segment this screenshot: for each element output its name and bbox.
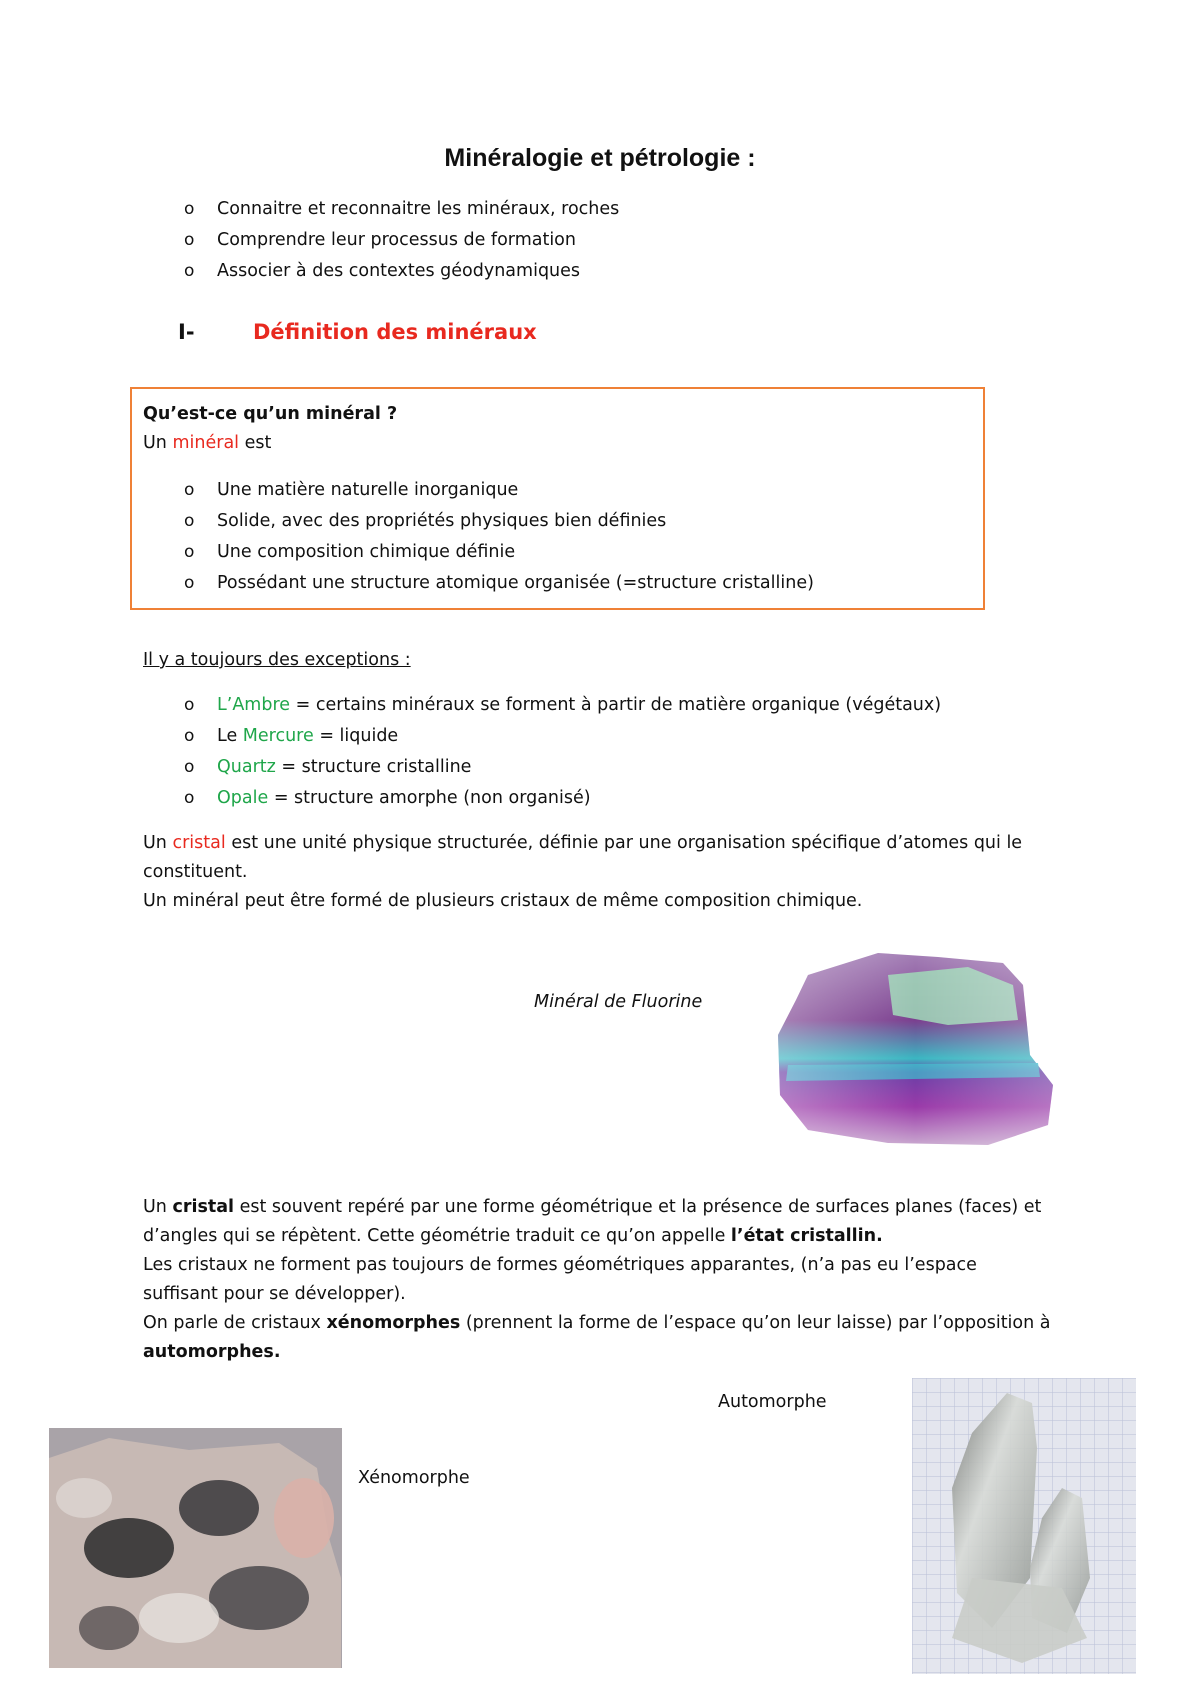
section-number: I- [178, 320, 195, 344]
bullet-marker: o [184, 573, 195, 593]
exception-item: Le Mercure = liquide [217, 726, 399, 746]
para2-line4: suffisant pour se développer). [143, 1284, 406, 1304]
xenomorphe-light-grain [56, 1478, 112, 1518]
fluorine-image [768, 945, 1058, 1150]
bold-etat-cristallin: l’état cristallin. [730, 1226, 883, 1246]
xenomorphe-dark-grain [79, 1606, 139, 1650]
intro-bullet: Comprendre leur processus de formation [217, 230, 576, 250]
box-bullet: Possédant une structure atomique organisée (=structure cristalline) [217, 573, 814, 593]
fluorine-highlight [778, 953, 1053, 1145]
mineral-sentence: Un minéral peut être formé de plusieurs cristaux de même composition chimique. [143, 891, 863, 911]
para2-line1: Un cristal est souvent repéré par une forme géométrique et la présence de surfaces planes (faces) et [143, 1197, 1042, 1217]
keyword-mineral: minéral [172, 433, 240, 453]
xenomorphe-image [49, 1428, 342, 1668]
intro-bullet: Associer à des contextes géodynamiques [217, 261, 581, 281]
xenomorphe-dark-grain [179, 1480, 259, 1536]
box-intro-line [143, 429, 271, 457]
fluorine-caption: Minéral de Fluorine [534, 992, 703, 1012]
exception-term: Mercure [242, 726, 314, 746]
keyword-cristal: cristal [172, 833, 226, 853]
bold-cristal: cristal [172, 1197, 235, 1217]
xenomorphe-light-grain [139, 1593, 219, 1643]
bullet-marker: o [184, 261, 195, 281]
exception-term: Opale [217, 788, 269, 808]
exception-term: Quartz [217, 757, 276, 777]
exception-item: L’Ambre = certains minéraux se forment à partir de matière organique (végétaux) [217, 695, 942, 715]
box-bullet: Une matière naturelle inorganique [217, 480, 519, 500]
box-bullet: Solide, avec des propriétés physiques bien définies [217, 511, 667, 531]
bold-xenomorphes: xénomorphes [326, 1313, 461, 1333]
xenomorphe-dark-grain [209, 1566, 309, 1630]
bullet-marker: o [184, 695, 195, 715]
para2-line5: On parle de cristaux xénomorphes (prennent la forme de l’espace qu’on leur laisse) par l’opposition à [143, 1313, 1051, 1333]
cristal-definition-line2: constituent. [143, 862, 248, 882]
label-xenomorphe: Xénomorphe [358, 1468, 470, 1488]
bullet-marker: o [184, 230, 195, 250]
para2-line2: d’angles qui se répètent. Cette géométrie traduit ce qu’on appelle l’état cristallin. [143, 1226, 883, 1246]
xenomorphe-pink-grain [274, 1478, 334, 1558]
bullet-marker: o [184, 788, 195, 808]
bullet-marker: o [184, 757, 195, 777]
exception-item: Quartz = structure cristalline [217, 757, 472, 777]
label-automorphe: Automorphe [718, 1392, 827, 1412]
automorphe-image [912, 1378, 1136, 1674]
page-title: Minéralogie et pétrologie : [444, 144, 756, 172]
box-bullet: Une composition chimique définie [217, 542, 516, 562]
intro-bullet: Connaitre et reconnaitre les minéraux, roches [217, 199, 620, 219]
exception-term: L’Ambre [217, 695, 291, 715]
bullet-marker: o [184, 726, 195, 746]
bullet-marker: o [184, 542, 195, 562]
box-intro-suffix: est [244, 433, 272, 453]
exceptions-heading: Il y a toujours des exceptions : [143, 650, 411, 670]
cristal-definition-line1: Un cristal est une unité physique structurée, définie par une organisation spécifique d’atomes qui le [143, 833, 1023, 853]
box-question: Qu’est-ce qu’un minéral ? [143, 404, 398, 424]
section-heading: Définition des minéraux [253, 320, 537, 344]
bullet-marker: o [184, 480, 195, 500]
para2-line6: automorphes. [143, 1342, 281, 1362]
bullet-marker: o [184, 511, 195, 531]
exception-item: Opale = structure amorphe (non organisé) [217, 788, 591, 808]
xenomorphe-dark-grain [84, 1518, 174, 1578]
bullet-marker: o [184, 199, 195, 219]
para2-line3: Les cristaux ne forment pas toujours de formes géométriques apparantes, (n’a pas eu l’espace [143, 1255, 977, 1275]
box-intro-prefix: Un [143, 433, 167, 453]
